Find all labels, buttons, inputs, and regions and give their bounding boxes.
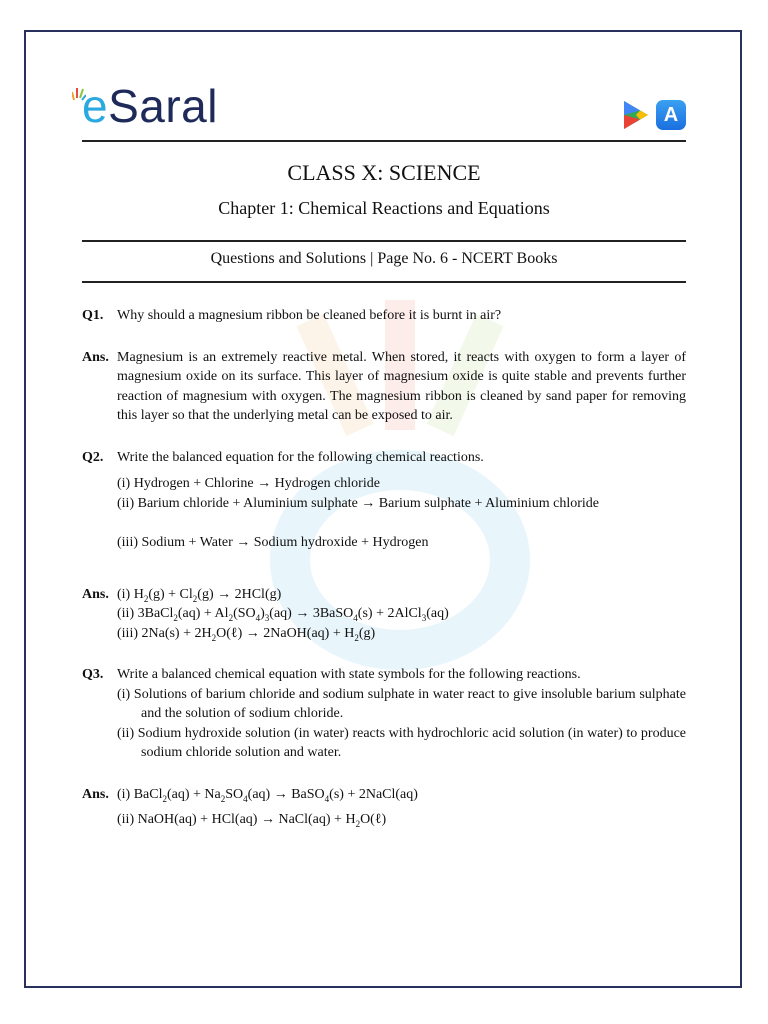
q1-text: Why should a magnesium ribbon be cleaned before it is burnt in air? <box>117 308 502 323</box>
a2-equation-2: (ii) 3BaCl$_2$(aq) + $Al_2(SO_4)_3(aq)$ → 3BaSO$_4$(s) + 2AlCl$_3$(aq) <box>117 606 449 623</box>
answer-3 <box>82 785 686 830</box>
question-3 <box>82 665 686 763</box>
subtitle-top-rule <box>82 240 686 242</box>
logo-e: e <box>82 80 109 132</box>
answer-1 <box>82 348 686 426</box>
a1-tag: Ans. <box>82 349 109 365</box>
qa-content <box>82 306 686 830</box>
question-2 <box>82 448 686 553</box>
a3-equation-2: (ii) NaOH(aq) + HCl(aq) → NaCl(aq) + $H_2O(\ell)$ <box>117 812 387 829</box>
q2-item-1: (i) Hydrogen + Chlorine → Hydrogen chloride <box>117 476 380 491</box>
q2-item-3: (iii) Sodium + Water → Sodium hydroxide + Hydrogen <box>117 535 429 550</box>
chapter-title: Chapter 1: Chemical Reactions and Equations <box>218 198 550 218</box>
a2-equation-3: (iii) $2Na(s) + 2H_2O(\ell)$ → 2NaOH(aq) + $H_2(g)$ <box>117 625 376 643</box>
q2-tag: Q2. <box>82 449 104 465</box>
a3-equation-1: (i) BaCl$_2$(aq) + $Na_2SO_4(aq)$ → BaSO$_4$(s) + 2NaCl(aq) <box>117 786 418 804</box>
logo-saral: Saral <box>108 80 218 132</box>
a3-tag: Ans. <box>82 786 109 802</box>
q3-item-2: (ii) Sodium hydroxide solution (in water) reacts with hydrochloric acid solution (in water) to produce sodium chloride solution and water. <box>117 725 686 760</box>
a1-text: Magnesium is an extremely reactive metal. When stored, it reacts with oxygen to form a layer of magnesium oxide on its surface. This layer of magnesium oxide is quite stable and prevents further reaction of magnesium with oxygen. The magnesium ribbon is cleaned by sand paper for removing this layer so that the underlying metal can be exposed to air. <box>117 349 686 423</box>
a2-tag: Ans. <box>82 586 109 602</box>
question-1 <box>82 306 686 326</box>
a2-equation-1: (i) $H_2(g) + Cl_2(g) \to 2HCl(g)$ <box>117 586 282 604</box>
q2-item-2: (ii) Barium chloride + Aluminium sulphate → Barium sulphate + Aluminium chloride <box>117 495 600 511</box>
answer-2 <box>82 585 686 644</box>
header-divider <box>82 140 686 142</box>
store-icons <box>624 100 686 130</box>
esaral-logo <box>72 82 218 130</box>
google-play-icon[interactable] <box>624 101 648 129</box>
q3-tag: Q3. <box>82 667 104 682</box>
subtitle: Questions and Solutions | Page No. 6 - NCERT Books <box>210 250 558 267</box>
q1-tag: Q1. <box>82 308 104 323</box>
page-title: CLASS X: SCIENCE <box>287 160 481 185</box>
q3-text: Write a balanced chemical equation with state symbols for the following reactions. <box>117 667 581 682</box>
q3-item-1: (i) Solutions of barium chloride and sodium sulphate in water react to give insoluble barium sulphate and the solution of sodium chloride. <box>117 686 686 721</box>
q2-text: Write the balanced equation for the following chemical reactions. <box>117 449 484 465</box>
app-store-icon[interactable]: A <box>656 100 686 130</box>
